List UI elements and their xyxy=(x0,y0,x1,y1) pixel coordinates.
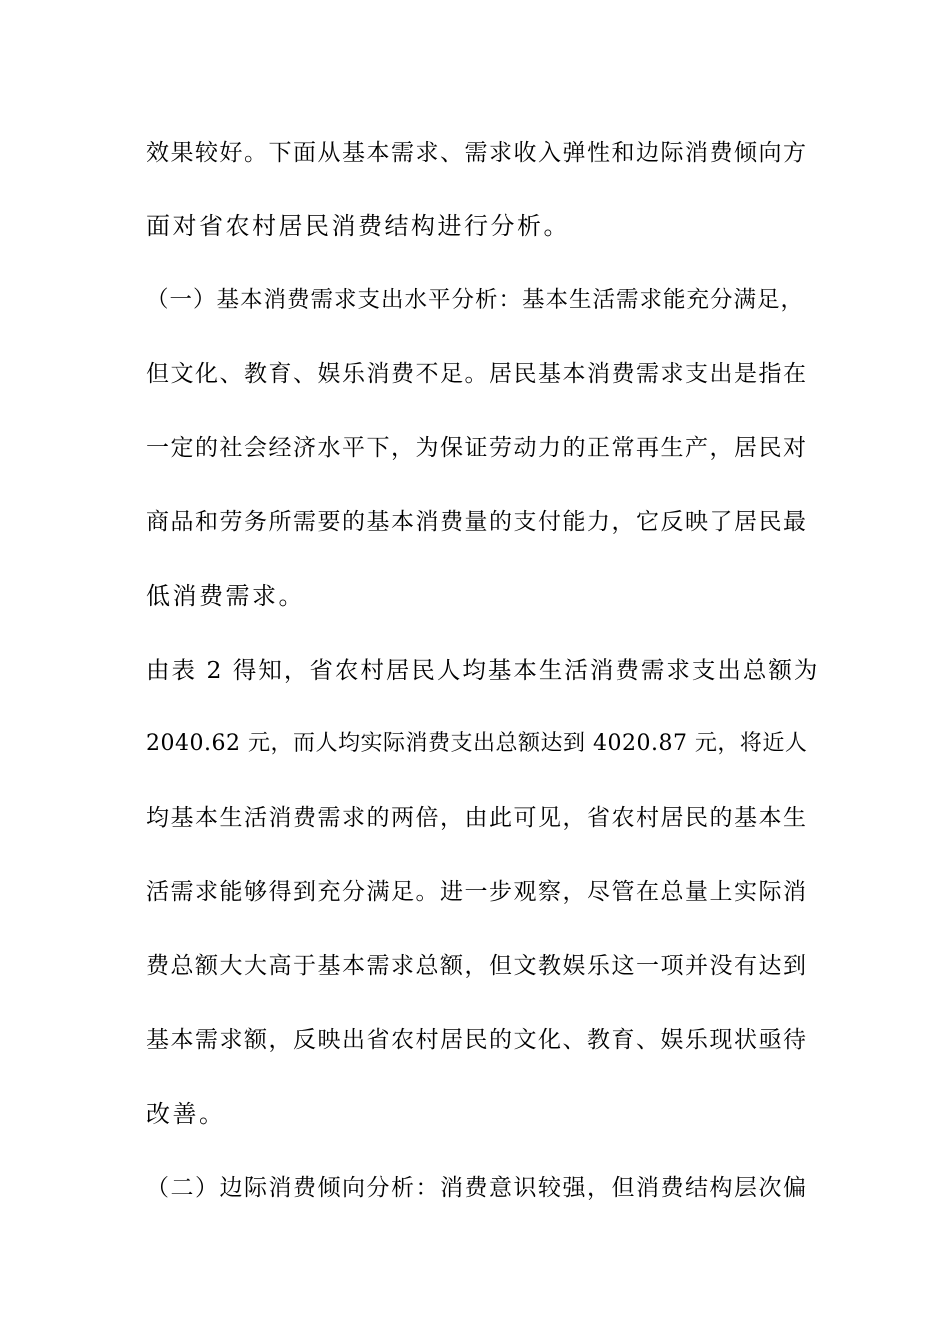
paragraph-line: 2040.62 元，而人均实际消费支出总额达到 4020.87 元，将近人 xyxy=(146,731,808,756)
paragraph-line: 商品和劳务所需要的基本消费量的支付能力，它反映了居民最 xyxy=(146,509,808,535)
paragraph-line: 一定的社会经济水平下，为保证劳动力的正常再生产，居民对 xyxy=(146,435,808,461)
paragraph-line: 低消费需求。 xyxy=(146,582,305,610)
paragraph-line: 均基本生活消费需求的两倍，由此可见，省农村居民的基本生 xyxy=(146,805,808,831)
section-heading-line: （一）基本消费需求支出水平分析：基本生活需求能充分满足， xyxy=(146,287,805,313)
paragraph-line: 改善。 xyxy=(146,1100,226,1128)
paragraph-line: 基本需求额，反映出省农村居民的文化、教育、娱乐现状亟待 xyxy=(146,1027,808,1053)
paragraph-line: 但文化、教育、娱乐消费不足。居民基本消费需求支出是指在 xyxy=(146,361,808,387)
paragraph-line: 费总额大大高于基本需求总额，但文教娱乐这一项并没有达到 xyxy=(146,953,808,979)
paragraph-line: 效果较好。下面从基本需求、需求收入弹性和边际消费倾向方 xyxy=(146,140,808,166)
paragraph-line: 由表 2 得知，省农村居民人均基本生活消费需求支出总额为 xyxy=(146,656,820,684)
section-heading-line: （二）边际消费倾向分析：消费意识较强，但消费结构层次偏 xyxy=(146,1175,808,1201)
paragraph-line: 面对省农村居民消费结构进行分析。 xyxy=(146,212,570,240)
paragraph-line: 活需求能够得到充分满足。进一步观察，尽管在总量上实际消 xyxy=(146,879,808,905)
